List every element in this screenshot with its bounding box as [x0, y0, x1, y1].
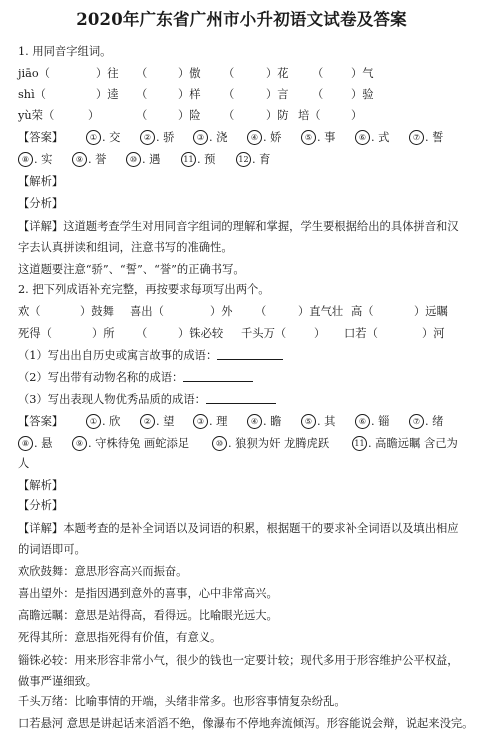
answer-text: . 事	[317, 131, 336, 144]
answer-item	[409, 414, 443, 429]
circled-number: ②	[140, 414, 155, 429]
answer-item	[72, 436, 189, 451]
q1-row3-item: ）险	[178, 109, 201, 122]
idiom-part: ）	[314, 327, 326, 340]
answer-text: . 理	[209, 415, 228, 428]
answer-item	[86, 414, 120, 429]
explanation-kouruo: 口若悬河 意思是讲起话来滔滔不绝，像瀑布不停地奔流倾泻。形容能说会辩，说起来没完。	[18, 717, 474, 730]
circled-number: ⑨	[72, 152, 87, 167]
q1-row3-item: （	[223, 109, 235, 122]
answer-item	[247, 130, 281, 145]
circled-number: ①	[86, 414, 101, 429]
idiom-part: 千头万（	[241, 327, 287, 340]
circled-number: ⑩	[212, 436, 227, 451]
answer-text: . 高瞻远瞩 含己为	[368, 437, 458, 450]
q1-row1-item: ）傲	[178, 67, 201, 80]
answer-item	[140, 130, 174, 145]
circled-number: ⑨	[72, 436, 87, 451]
answer-text: . 娇	[263, 131, 282, 144]
answer-text: . 狼狈为奸 龙腾虎跃	[228, 437, 330, 450]
circled-number: ⑦	[409, 130, 424, 145]
sub-question-text: （3）写出表现人物优秀品质的成语：	[18, 393, 206, 406]
q1-row2-pinyin: shì（	[18, 88, 46, 101]
idiom-part: ）河	[422, 327, 445, 340]
q1-row2-item: （	[223, 88, 235, 101]
answer-item	[86, 130, 120, 145]
detail-text: 本题考查的是补全词语以及词语的积累，根据题干的要求补全词语以及填出相应的词语即可。	[18, 522, 459, 556]
explanation-qiantou: 千头万绪：比喻事情的开端，头绪非常多。也形容事情复杂纷乱。	[18, 695, 346, 708]
answer-text: . 浇	[209, 131, 228, 144]
answer-label: 【答案】	[18, 415, 64, 428]
answer-text: . 遇	[142, 153, 161, 166]
q1-row2-item: ）逵	[96, 88, 119, 101]
answer-blank[interactable]	[206, 392, 276, 404]
idiom-part: ）所	[92, 327, 115, 340]
answer-text: . 誉	[88, 153, 107, 166]
q2-answer-tail: 人	[18, 457, 30, 470]
answer-text: . 悬	[34, 437, 53, 450]
q1-heading: 1. 用同音字组词。	[18, 45, 112, 58]
q1-row3-item: ）	[351, 109, 363, 122]
q1-row1-item: ）气	[351, 67, 374, 80]
answer-text: . 绪	[425, 415, 444, 428]
answer-text: . 欣	[102, 415, 121, 428]
q2-fenxi-label: 【分析】	[18, 499, 64, 512]
answer-item	[181, 152, 215, 167]
q1-row3-item: ）	[88, 109, 100, 122]
circled-number: 11	[352, 436, 367, 451]
answer-item	[193, 414, 227, 429]
idiom-part: 高（	[351, 305, 374, 318]
idiom-part: ）铢必较	[178, 327, 224, 340]
answer-blank[interactable]	[183, 370, 253, 382]
q1-note: 这道题要注意“骄”、“誓”、“誉”的正确书写。	[18, 263, 245, 276]
answer-text: . 誓	[425, 131, 444, 144]
explanation-line: 喜出望外：是指因遇到意外的喜事，心中非常高兴。	[18, 587, 278, 600]
q1-row2-item: （	[136, 88, 148, 101]
q2-sub-2	[18, 370, 468, 385]
explanation-line: 欢欣鼓舞：意思形容高兴而振奋。	[18, 565, 188, 578]
sub-question-text: （1）写出出自历史或寓言故事的成语：	[18, 349, 218, 362]
circled-number: ⑥	[355, 130, 370, 145]
circled-number: ⑤	[301, 414, 316, 429]
answer-text: . 其	[317, 415, 336, 428]
circled-number: ⑦	[409, 414, 424, 429]
answer-text: . 预	[197, 153, 216, 166]
idiom-part: （	[136, 327, 148, 340]
q1-row1-item: ）往	[96, 67, 119, 80]
answer-text: . 育	[252, 153, 271, 166]
idiom-part: 死得（	[18, 327, 52, 340]
answer-label: 【答案】	[18, 131, 64, 144]
page-title: 2020年广东省广州市小升初语文试卷及答案	[76, 10, 407, 29]
q1-row1-pinyin: jiāo（	[18, 67, 50, 80]
q2-detail	[18, 518, 464, 560]
answer-item	[355, 130, 389, 145]
q1-row3-item: ）防	[266, 109, 289, 122]
answer-item	[193, 130, 227, 145]
answer-text: . 实	[34, 153, 53, 166]
answer-item	[409, 130, 443, 145]
idiom-part: 喜出（	[130, 305, 164, 318]
circled-number: ⑧	[18, 152, 33, 167]
answer-item	[18, 436, 52, 451]
detail-label: 【详解】	[18, 522, 64, 535]
answer-item	[18, 152, 52, 167]
circled-number: ②	[140, 130, 155, 145]
idiom-part: ）远瞩	[414, 305, 448, 318]
idiom-part: 口若（	[344, 327, 378, 340]
explanation-zizhu: 锱铢必较：用来形容非常小气，很少的钱也一定要计较；现代多用于形容维护公平权益，做事严谨细致。	[18, 654, 459, 688]
answer-item	[140, 414, 174, 429]
sub-question-text: （2）写出带有动物名称的成语：	[18, 371, 184, 384]
circled-number: ⑥	[355, 414, 370, 429]
circled-number: ③	[193, 414, 208, 429]
q1-row3-pinyin: yù荣（	[18, 109, 55, 122]
answer-item	[301, 130, 335, 145]
q1-analysis-label: 【解析】	[18, 175, 64, 188]
q1-row3-item: 培（	[298, 109, 321, 122]
answer-item	[355, 414, 389, 429]
idiom-part: 欢（	[18, 305, 41, 318]
circled-number: ⑧	[18, 436, 33, 451]
answer-item	[352, 436, 458, 451]
q1-row2-item: ）验	[351, 88, 374, 101]
answer-item	[301, 414, 335, 429]
idiom-part: ）外	[210, 305, 233, 318]
answer-text: . 交	[102, 131, 121, 144]
q2-analysis-label: 【解析】	[18, 479, 64, 492]
detail-label: 【详解】	[18, 220, 64, 233]
q1-row1-item: （	[136, 67, 148, 80]
explanation-line: 高瞻远瞩：意思是站得高，看得远。比喻眼光远大。	[18, 609, 278, 622]
q1-row2-item: ）样	[178, 88, 201, 101]
answer-text: . 守株待兔 画蛇添足	[88, 437, 190, 450]
answer-item	[72, 152, 106, 167]
q2-sub-3	[18, 392, 468, 407]
answer-text: . 瞻	[263, 415, 282, 428]
q1-row3-item: （	[136, 109, 148, 122]
answer-text: . 式	[371, 131, 390, 144]
answer-item	[212, 436, 329, 451]
answer-item	[126, 152, 160, 167]
q1-row1-item: ）花	[266, 67, 289, 80]
answer-text: . 望	[156, 415, 175, 428]
answer-item	[247, 414, 281, 429]
circled-number: ③	[193, 130, 208, 145]
idiom-part: （	[255, 305, 267, 318]
circled-number: 11	[181, 152, 196, 167]
q1-row2-item: （	[312, 88, 324, 101]
idiom-part: ）直气壮	[298, 305, 344, 318]
q2-sub-1	[18, 348, 468, 363]
q1-row2-item: ）言	[266, 88, 289, 101]
answer-blank[interactable]	[217, 348, 283, 360]
q1-row1-item: （	[223, 67, 235, 80]
q1-detail	[18, 216, 464, 258]
q1-row1-item: （	[312, 67, 324, 80]
circled-number: 12	[236, 152, 251, 167]
detail-text: 这道题考查学生对用同音字组词的理解和掌握，学生要根据给出的具体拼音和汉字去认真拼读和组词，注意书写的准确性。	[18, 220, 459, 254]
circled-number: ④	[247, 414, 262, 429]
answer-item	[236, 152, 270, 167]
explanation-line: 死得其所：意思指死得有价值，有意义。	[18, 631, 222, 644]
q1-fenxi-label: 【分析】	[18, 197, 64, 210]
idiom-part: ）鼓舞	[80, 305, 114, 318]
circled-number: ⑤	[301, 130, 316, 145]
q2-heading: 2. 把下列成语补充完整，再按要求每项写出两个。	[18, 283, 270, 296]
answer-text: . 骄	[156, 131, 175, 144]
circled-number: ⑩	[126, 152, 141, 167]
circled-number: ①	[86, 130, 101, 145]
circled-number: ④	[247, 130, 262, 145]
answer-text: . 锱	[371, 415, 390, 428]
